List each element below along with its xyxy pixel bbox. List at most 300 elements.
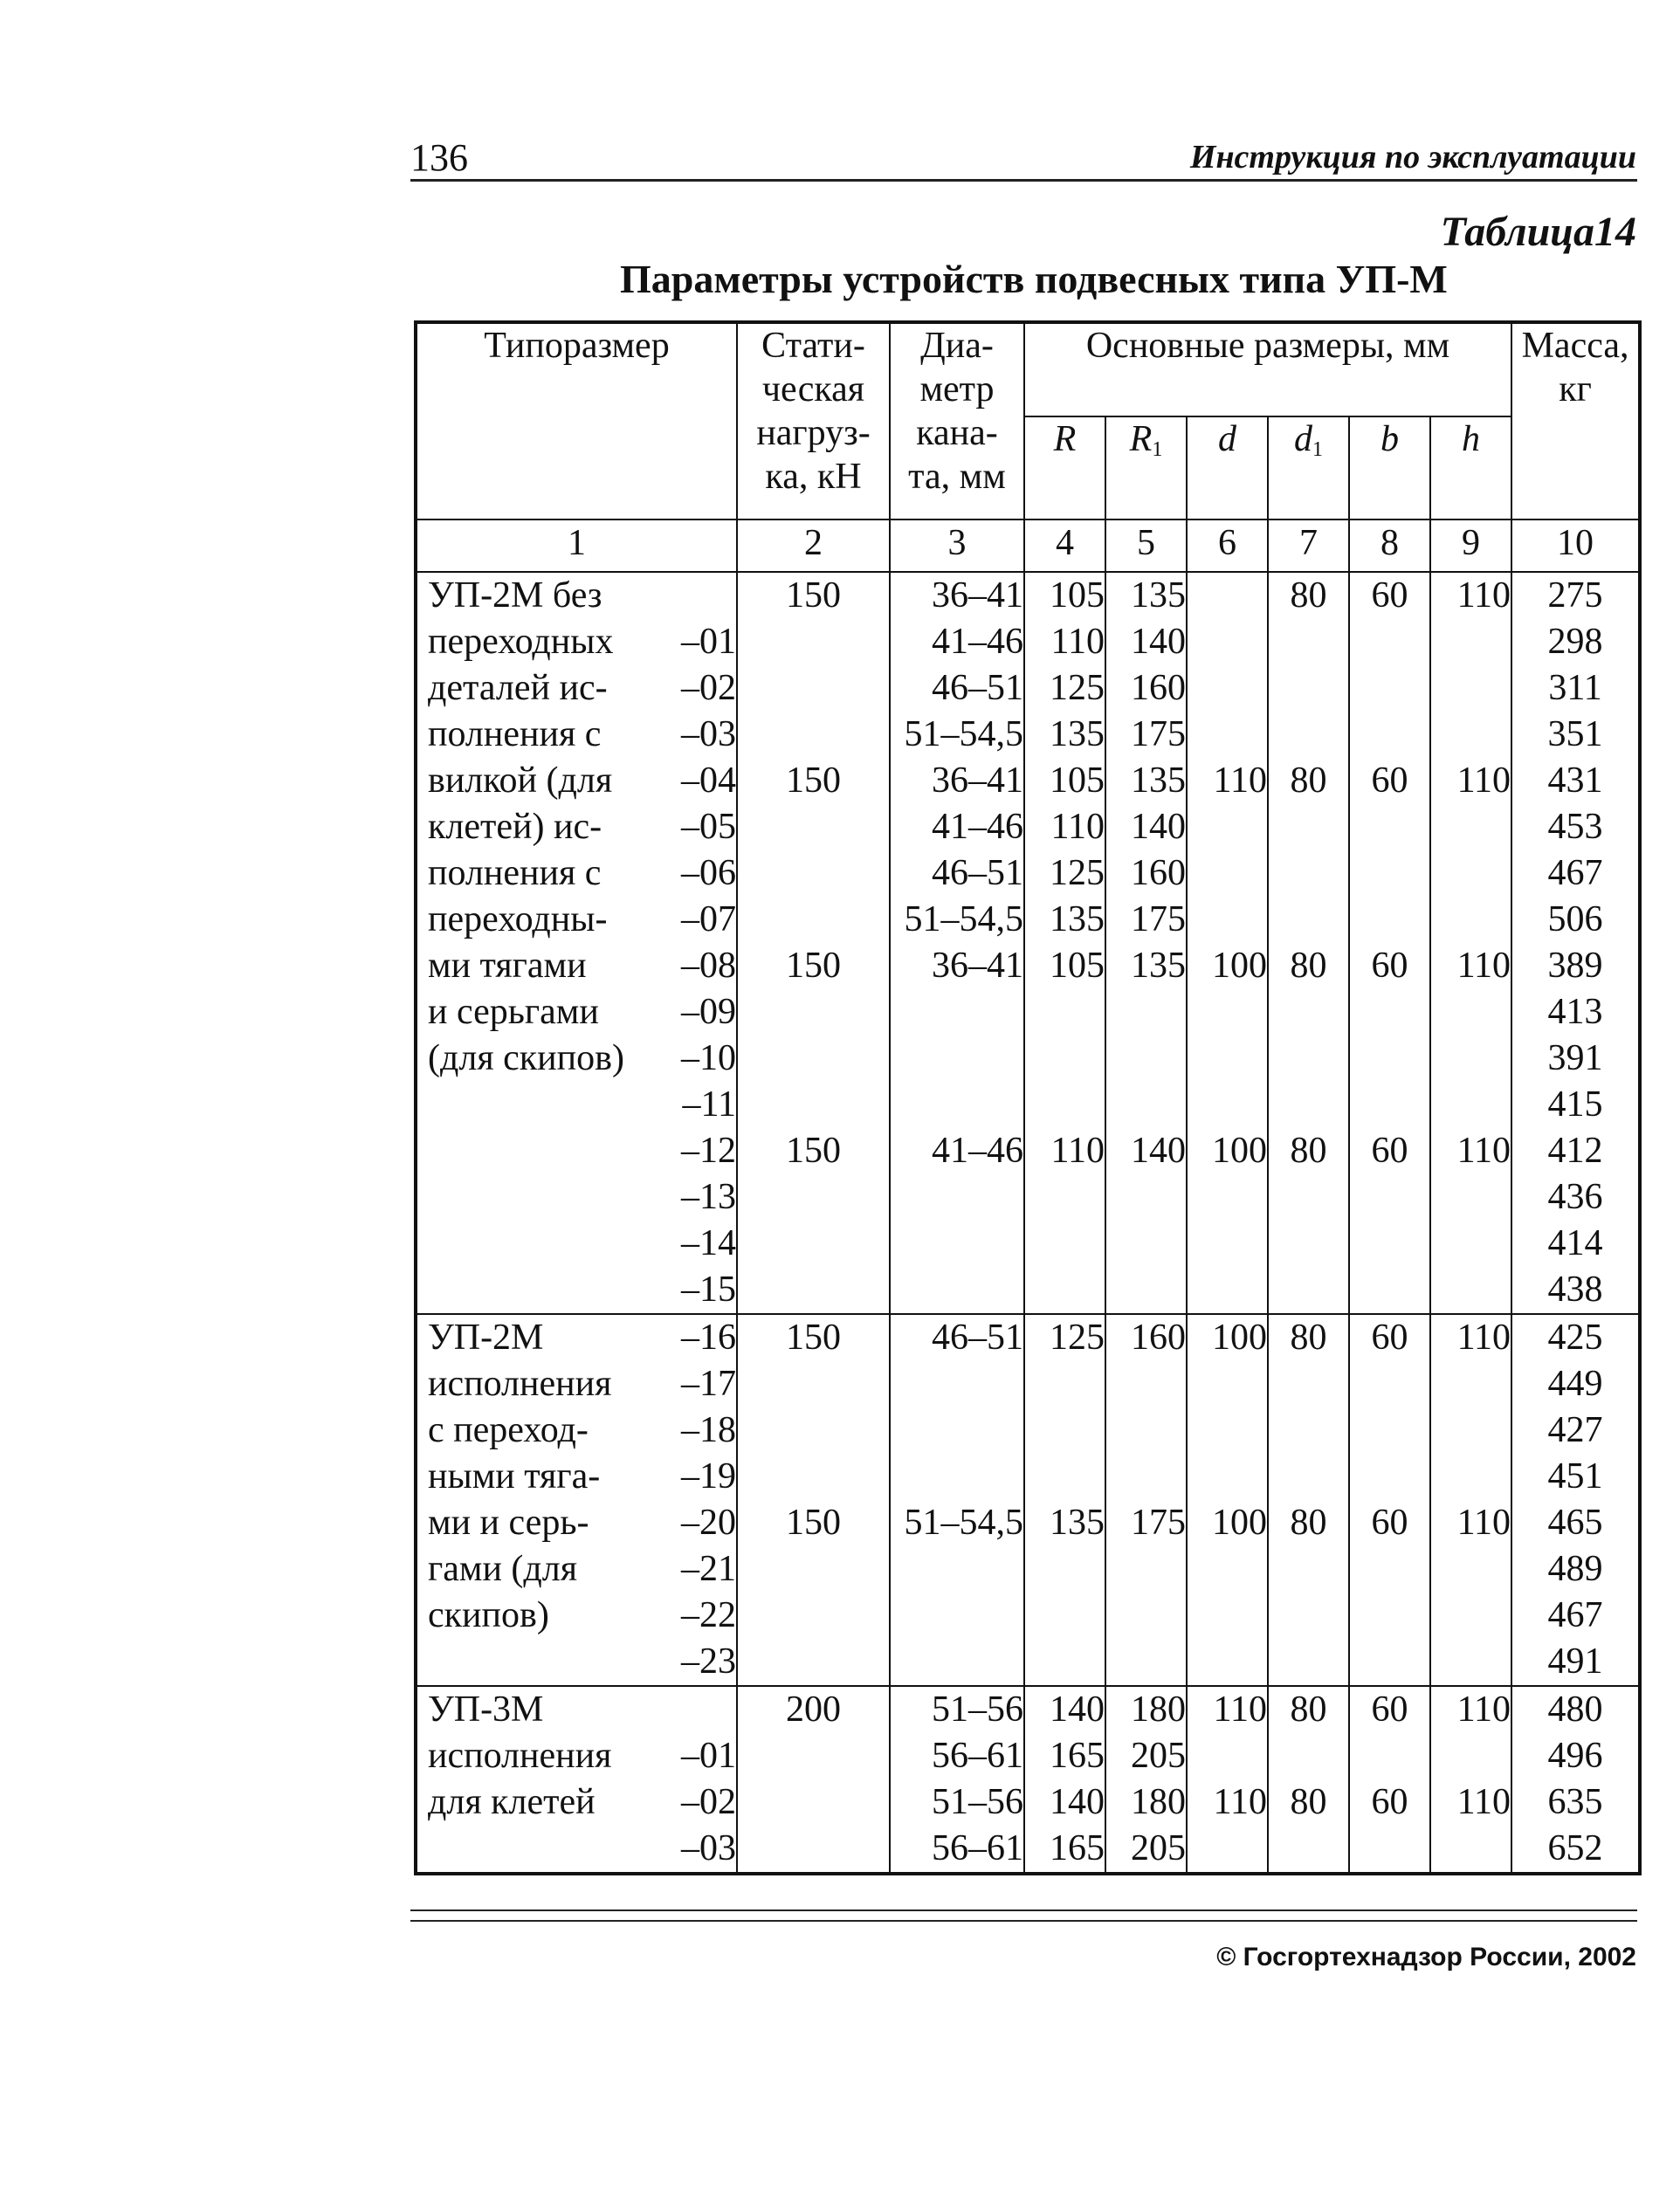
rope-diameter-value: 56–61 <box>932 1736 1023 1776</box>
dim-d1-value <box>1269 804 1348 850</box>
variant-code: –20 <box>681 1503 736 1543</box>
column-number-9: 9 <box>1430 520 1511 572</box>
column-number-8: 8 <box>1349 520 1430 572</box>
static-load-value: 150 <box>786 1131 841 1171</box>
dim-b-value <box>1350 1407 1429 1454</box>
static-load-value <box>738 1267 889 1313</box>
mass-value: 489 <box>1547 1549 1603 1589</box>
column-number-2: 2 <box>737 520 890 572</box>
variant-code: –12 <box>681 1131 736 1171</box>
static-load-value <box>738 1454 889 1500</box>
dim-d-value: 100 <box>1212 1318 1267 1358</box>
dim-r-value: 140 <box>1050 1782 1105 1822</box>
static-load-value <box>738 897 889 943</box>
variant-code: –15 <box>681 1270 736 1310</box>
rope-diameter-value: 51–54,5 <box>904 714 1023 754</box>
dim-b-value <box>1350 1082 1429 1128</box>
mass-value: 275 <box>1547 575 1603 616</box>
dim-b-value <box>1350 1221 1429 1267</box>
dim-d1-value: 80 <box>1290 1782 1327 1822</box>
table-title: Параметры устройств подвесных типа УП-М <box>620 257 1448 301</box>
dim-r-cell <box>1024 1686 1105 1874</box>
dim-d1-value <box>1269 1454 1348 1500</box>
variant-code: –05 <box>681 807 736 847</box>
dim-h-value: 110 <box>1456 575 1511 616</box>
table-row <box>416 572 1640 1314</box>
mass-cell <box>1511 1686 1640 1874</box>
header-dim-5: h <box>1430 416 1511 520</box>
dim-b-value <box>1350 1036 1429 1082</box>
type-description-line: для клетей <box>428 1782 596 1822</box>
dim-d-value <box>1188 1361 1267 1407</box>
variant-code: –22 <box>681 1595 736 1635</box>
dim-r-value: 165 <box>1050 1828 1105 1868</box>
mass-value: 467 <box>1547 853 1603 893</box>
dim-d-value <box>1188 619 1267 665</box>
dim-h-value <box>1431 1454 1511 1500</box>
rope-diameter-value: 36–41 <box>932 946 1023 986</box>
dim-d-value: 110 <box>1213 1689 1267 1730</box>
dim-h-value: 110 <box>1456 1689 1511 1730</box>
dim-h-value <box>1431 850 1511 897</box>
dim-d1-value <box>1269 1639 1348 1685</box>
dim-r1-value <box>1106 1174 1186 1221</box>
rope-diameter-cell <box>890 1314 1024 1686</box>
variant-code: –01 <box>681 1736 736 1776</box>
mass-value: 496 <box>1547 1736 1603 1776</box>
variant-code: –17 <box>681 1364 736 1404</box>
dim-r-value: 105 <box>1050 760 1105 801</box>
mass-value: 436 <box>1547 1177 1603 1217</box>
variant-code: –09 <box>681 992 736 1032</box>
dim-h-value: 110 <box>1456 760 1511 801</box>
variant-code <box>649 1687 736 1733</box>
dim-d1-value <box>1269 665 1348 712</box>
static-load-cell <box>737 1686 890 1874</box>
static-load-value: 150 <box>786 760 841 801</box>
dim-d1-value <box>1269 1546 1348 1593</box>
dim-r-value <box>1025 1082 1105 1128</box>
dim-h-value <box>1431 1826 1511 1872</box>
dim-d-value <box>1188 989 1267 1036</box>
dim-r-value <box>1025 1267 1105 1313</box>
type-description-line: ными тяга- <box>428 1456 601 1497</box>
dim-r1-value: 140 <box>1131 622 1186 662</box>
dim-d1-value <box>1269 1593 1348 1639</box>
dim-r1-value <box>1106 1082 1186 1128</box>
type-description-line: и серьгами <box>428 992 599 1032</box>
dim-d-value <box>1188 665 1267 712</box>
rope-diameter-value: 51–54,5 <box>904 899 1023 939</box>
footer-rule-bottom <box>410 1920 1637 1922</box>
type-description-line: УП-2М без <box>428 575 602 616</box>
header-type-size: Типоразмер <box>416 322 737 520</box>
static-load-value: 200 <box>786 1689 841 1730</box>
rope-diameter-value: 41–46 <box>932 1131 1023 1171</box>
static-load-value <box>738 989 889 1036</box>
mass-cell <box>1511 572 1640 1314</box>
column-number-5: 5 <box>1105 520 1187 572</box>
dim-h-value <box>1431 1082 1511 1128</box>
dim-d-value: 110 <box>1213 760 1267 801</box>
dim-d-value <box>1188 1221 1267 1267</box>
static-load-value <box>738 1639 889 1685</box>
dim-r-value: 105 <box>1050 946 1105 986</box>
dim-b-value <box>1350 619 1429 665</box>
dim-d1-value: 80 <box>1290 575 1327 616</box>
variant-code: –21 <box>681 1549 736 1589</box>
dim-h-value <box>1431 989 1511 1036</box>
mass-value: 311 <box>1548 668 1602 708</box>
dim-r1-value <box>1106 1221 1186 1267</box>
dim-r1-value: 175 <box>1131 714 1186 754</box>
footer-rule-top <box>410 1909 1637 1911</box>
header-dim-3: $d_1$ <box>1268 416 1349 520</box>
dim-h-value: 110 <box>1456 946 1511 986</box>
dim-h-value <box>1431 712 1511 758</box>
dim-r-value: 125 <box>1050 1318 1105 1358</box>
dim-d1-value <box>1269 1174 1348 1221</box>
mass-value: 449 <box>1547 1364 1603 1404</box>
dim-h-value <box>1431 1036 1511 1082</box>
rope-diameter-value: 51–54,5 <box>904 1503 1023 1543</box>
mass-value: 425 <box>1547 1318 1603 1358</box>
type-description-line <box>428 1082 649 1128</box>
parameters-table <box>414 320 1642 1875</box>
type-description-line <box>428 1826 649 1872</box>
rope-diameter-value <box>891 1174 1023 1221</box>
type-description-line: полнения с <box>428 714 602 754</box>
dim-r-value: 135 <box>1050 899 1105 939</box>
variant-code: –19 <box>681 1456 736 1497</box>
static-load-value <box>738 1407 889 1454</box>
dim-d-value: 100 <box>1212 946 1267 986</box>
dim-r1-value: 160 <box>1131 853 1186 893</box>
mass-value: 451 <box>1547 1456 1603 1497</box>
dim-h-value <box>1431 804 1511 850</box>
dim-h-value <box>1431 897 1511 943</box>
dim-r1-value: 135 <box>1131 575 1186 616</box>
rope-diameter-value <box>891 1036 1023 1082</box>
type-description-line <box>428 1174 649 1221</box>
static-load-cell <box>737 1314 890 1686</box>
mass-value: 438 <box>1547 1270 1603 1310</box>
rope-diameter-value <box>891 1221 1023 1267</box>
variant-code: –13 <box>681 1177 736 1217</box>
dim-r-value <box>1025 1407 1105 1454</box>
column-number-7: 7 <box>1268 520 1349 572</box>
dim-d-value <box>1188 1733 1267 1779</box>
mass-value: 467 <box>1547 1595 1603 1635</box>
dim-d-value <box>1188 1407 1267 1454</box>
static-load-value <box>738 1826 889 1872</box>
header-static-load: Стати- ческая нагруз- ка, кН <box>737 322 890 520</box>
dim-d1-cell <box>1268 1686 1349 1874</box>
column-number-6: 6 <box>1187 520 1268 572</box>
type-description-line <box>428 1639 649 1685</box>
dim-d1-value <box>1269 619 1348 665</box>
dim-r1-value: 205 <box>1131 1736 1186 1776</box>
mass-value: 351 <box>1547 714 1603 754</box>
static-load-value <box>738 850 889 897</box>
variant-code: –14 <box>681 1223 736 1263</box>
type-description-line: вилкой (для <box>428 760 613 801</box>
page-number: 136 <box>410 136 468 179</box>
dim-b-value: 60 <box>1371 1503 1408 1543</box>
static-load-cell <box>737 572 890 1314</box>
dim-d-value <box>1188 1454 1267 1500</box>
dim-r1-value: 175 <box>1131 1503 1186 1543</box>
header-dim-1: $R_1$ <box>1105 416 1187 520</box>
type-description-line: полнения с <box>428 853 602 893</box>
type-description-line: с переход- <box>428 1410 589 1450</box>
dim-d-value: 100 <box>1212 1131 1267 1171</box>
dim-b-cell <box>1349 572 1430 1314</box>
dim-b-value <box>1350 1639 1429 1685</box>
dim-h-value <box>1431 1361 1511 1407</box>
rope-diameter-value <box>891 1593 1023 1639</box>
mass-value: 412 <box>1547 1131 1603 1171</box>
static-load-value <box>738 619 889 665</box>
variant-code: –01 <box>681 622 736 662</box>
static-load-value: 150 <box>786 946 841 986</box>
dim-r1-value: 180 <box>1131 1689 1186 1730</box>
dim-b-value <box>1350 1454 1429 1500</box>
mass-value: 431 <box>1547 760 1603 801</box>
dim-d1-value <box>1269 712 1348 758</box>
dim-b-value <box>1350 804 1429 850</box>
table-row <box>416 1686 1640 1874</box>
dim-b-cell <box>1349 1314 1430 1686</box>
dim-d1-value <box>1269 1036 1348 1082</box>
dim-d-cell <box>1187 1314 1268 1686</box>
dim-r1-value: 160 <box>1131 1318 1186 1358</box>
type-description-line: переходных <box>428 622 614 662</box>
rope-diameter-value: 46–51 <box>932 668 1023 708</box>
dim-d1-value <box>1269 1407 1348 1454</box>
dim-r-value <box>1025 1593 1105 1639</box>
rope-diameter-value: 46–51 <box>932 853 1023 893</box>
dim-r1-cell <box>1105 572 1187 1314</box>
dim-d1-value <box>1269 1361 1348 1407</box>
dim-b-value <box>1350 1593 1429 1639</box>
dim-d1-value: 80 <box>1290 1503 1327 1543</box>
dim-d-value <box>1188 850 1267 897</box>
table-label: Таблица14 <box>1440 209 1636 255</box>
dim-r-value: 105 <box>1050 575 1105 616</box>
rope-diameter-value <box>891 1407 1023 1454</box>
variant-code: –08 <box>681 946 736 986</box>
header-rope-diameter: Диа- метр кана- та, мм <box>890 322 1024 520</box>
dim-h-value <box>1431 1546 1511 1593</box>
dim-r-value <box>1025 1546 1105 1593</box>
variant-code: –18 <box>681 1410 736 1450</box>
dim-b-value <box>1350 989 1429 1036</box>
dim-d1-value: 80 <box>1290 1689 1327 1730</box>
dim-d-value <box>1188 1082 1267 1128</box>
dim-b-value <box>1350 1361 1429 1407</box>
rope-diameter-value <box>891 1454 1023 1500</box>
mass-value: 389 <box>1547 946 1603 986</box>
dim-r-value: 110 <box>1050 1131 1105 1171</box>
dim-h-value <box>1431 1174 1511 1221</box>
dim-b-value: 60 <box>1371 1782 1408 1822</box>
dim-d1-value: 80 <box>1290 1318 1327 1358</box>
dim-r-value: 110 <box>1050 622 1105 662</box>
variant-code: –10 <box>681 1038 736 1078</box>
header-mass: Масса, кг <box>1511 322 1640 520</box>
dim-d-cell <box>1187 572 1268 1314</box>
rope-diameter-value: 56–61 <box>932 1828 1023 1868</box>
type-description-line <box>428 1267 649 1313</box>
static-load-value <box>738 1174 889 1221</box>
dim-r1-value <box>1106 1454 1186 1500</box>
dim-d-value <box>1188 1267 1267 1313</box>
column-number-3: 3 <box>890 520 1024 572</box>
dim-r1-value: 180 <box>1131 1782 1186 1822</box>
type-description-line: клетей) ис- <box>428 807 602 847</box>
dim-b-value: 60 <box>1371 1318 1408 1358</box>
dim-r1-value: 175 <box>1131 899 1186 939</box>
header-dim-2: d <box>1187 416 1268 520</box>
static-load-value <box>738 1361 889 1407</box>
dim-d1-value <box>1269 1267 1348 1313</box>
rope-diameter-cell <box>890 572 1024 1314</box>
dim-d-value <box>1188 1546 1267 1593</box>
dim-b-value <box>1350 897 1429 943</box>
dim-d-cell <box>1187 1686 1268 1874</box>
running-title: Инструкция по эксплуатации <box>1189 139 1636 175</box>
dim-b-value <box>1350 850 1429 897</box>
type-size-cell <box>416 1314 737 1686</box>
variant-code: –03 <box>681 714 736 754</box>
dim-b-value <box>1350 712 1429 758</box>
rope-diameter-value: 41–46 <box>932 622 1023 662</box>
dim-r1-value <box>1106 1546 1186 1593</box>
mass-value: 427 <box>1547 1410 1603 1450</box>
static-load-value <box>738 1779 889 1826</box>
dim-r-value: 135 <box>1050 714 1105 754</box>
dim-b-value <box>1350 1267 1429 1313</box>
static-load-value <box>738 1082 889 1128</box>
dim-h-value: 110 <box>1456 1782 1511 1822</box>
type-description-line <box>428 1221 649 1267</box>
rope-diameter-value <box>891 1082 1023 1128</box>
variant-code: –04 <box>681 760 736 801</box>
dim-d-value <box>1188 1036 1267 1082</box>
dim-d-value <box>1188 573 1267 619</box>
dim-r-value <box>1025 1361 1105 1407</box>
type-description-line: исполнения <box>428 1364 612 1404</box>
static-load-value <box>738 1221 889 1267</box>
dim-d1-value <box>1269 1826 1348 1872</box>
variant-code: –07 <box>681 899 736 939</box>
variant-code: –03 <box>681 1828 736 1868</box>
dim-r1-value <box>1106 1267 1186 1313</box>
dim-h-value <box>1431 1267 1511 1313</box>
dim-b-value <box>1350 1546 1429 1593</box>
dim-r-value: 135 <box>1050 1503 1105 1543</box>
dim-d1-cell <box>1268 1314 1349 1686</box>
mass-value: 414 <box>1547 1223 1603 1263</box>
type-size-cell <box>416 572 737 1314</box>
static-load-value: 150 <box>786 575 841 616</box>
dim-d1-value: 80 <box>1290 760 1327 801</box>
type-description-line <box>428 1128 649 1174</box>
column-number-4: 4 <box>1024 520 1105 572</box>
static-load-value <box>738 1036 889 1082</box>
variant-code: –11 <box>682 1084 736 1125</box>
dim-r-value <box>1025 989 1105 1036</box>
static-load-value <box>738 712 889 758</box>
dim-h-cell <box>1430 572 1511 1314</box>
dim-b-value <box>1350 1826 1429 1872</box>
dim-d1-value: 80 <box>1290 1131 1327 1171</box>
mass-value: 453 <box>1547 807 1603 847</box>
rope-diameter-value <box>891 1361 1023 1407</box>
type-description-line: исполнения <box>428 1736 612 1776</box>
mass-value: 480 <box>1547 1689 1603 1730</box>
header-main-dimensions: Основные размеры, мм <box>1024 322 1511 416</box>
rope-diameter-value: 41–46 <box>932 807 1023 847</box>
variant-code: –23 <box>681 1641 736 1682</box>
variant-code: –02 <box>681 1782 736 1822</box>
dim-r-value: 165 <box>1050 1736 1105 1776</box>
dim-r1-value <box>1106 1036 1186 1082</box>
mass-value: 506 <box>1547 899 1603 939</box>
column-number-10: 10 <box>1511 520 1640 572</box>
dim-r1-value <box>1106 1639 1186 1685</box>
dim-r1-value: 205 <box>1131 1828 1186 1868</box>
dim-r-cell <box>1024 572 1105 1314</box>
dim-b-value <box>1350 1174 1429 1221</box>
dim-r-value: 125 <box>1050 668 1105 708</box>
variant-code: –02 <box>681 668 736 708</box>
type-description-line: гами (для <box>428 1549 578 1589</box>
dim-b-value <box>1350 665 1429 712</box>
dim-r-value: 140 <box>1050 1689 1105 1730</box>
rope-diameter-cell <box>890 1686 1024 1874</box>
static-load-value <box>738 665 889 712</box>
dim-r1-value: 160 <box>1131 668 1186 708</box>
dim-b-value: 60 <box>1371 760 1408 801</box>
dim-d1-value <box>1269 1082 1348 1128</box>
dim-d-value <box>1188 1174 1267 1221</box>
variant-code: –16 <box>681 1318 736 1358</box>
dim-r-value <box>1025 1454 1105 1500</box>
rope-diameter-value: 51–56 <box>932 1782 1023 1822</box>
mass-value: 635 <box>1547 1782 1603 1822</box>
mass-cell <box>1511 1314 1640 1686</box>
dim-r-value: 125 <box>1050 853 1105 893</box>
dim-r-cell <box>1024 1314 1105 1686</box>
dim-d1-value <box>1269 897 1348 943</box>
header-dim-0: R <box>1024 416 1105 520</box>
rope-diameter-value: 36–41 <box>932 575 1023 616</box>
dim-d-value <box>1188 1593 1267 1639</box>
rope-diameter-value <box>891 1639 1023 1685</box>
dim-d1-value <box>1269 1221 1348 1267</box>
dim-d-value: 100 <box>1212 1503 1267 1543</box>
dim-d-value <box>1188 897 1267 943</box>
dim-d-value <box>1188 712 1267 758</box>
dim-d-value <box>1188 804 1267 850</box>
dim-r1-value <box>1106 1593 1186 1639</box>
dim-h-value <box>1431 619 1511 665</box>
dim-r1-value: 140 <box>1131 1131 1186 1171</box>
static-load-value <box>738 804 889 850</box>
type-size-cell <box>416 1686 737 1874</box>
